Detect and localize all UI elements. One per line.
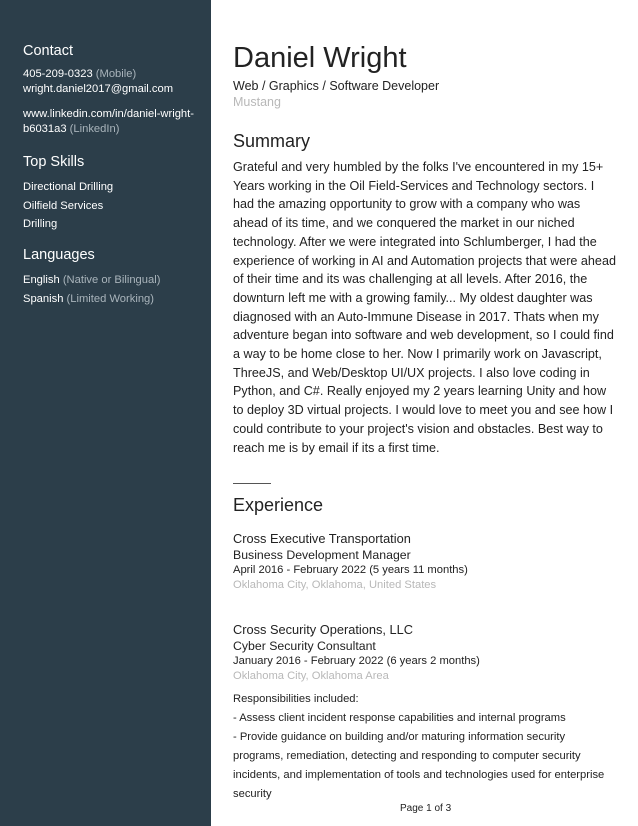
summary-text: Grateful and very humbled by the folks I've encountered in my 15+ Years working in the Oil Field-Services and Technology sectors. I had the amazing opportunity to grow with a company who was ahead of its time, and we conquered the market in our niched technology. After we were integrated into Schlumberger, I had the experience of working in AI and Automation projects that were ahead of their time and its was challenging at all levels. After 2016, the downturn left me with a growing family... My oldest daughter was diagnosed with an Auto-Immune Disease in 2017. Thats when my adventure began into software and web development, so I could find a way to be home close to her. Now I primarily work on Javascript, ThreeJS, and Web/Desktop UI/UX projects. I also love coding in Python, and C#. Really enjoyed my 2 years learning Unity and how to deploy 3D virtual projects. I would love to meet you and see how I could contribute to your project's vision and obstacles. Best way to reach me is by email if its a first time. — [233, 160, 616, 455]
linkedin-url-part2: b6031a3 — [23, 123, 67, 135]
skill-item: Drilling — [23, 218, 58, 230]
job-entry — [233, 530, 618, 593]
contact-phone — [23, 67, 203, 82]
linkedin-url-part2-row — [23, 122, 203, 137]
job-company: Cross Executive Transportation — [233, 531, 411, 546]
language-item — [23, 290, 203, 309]
responsibility-line: - Provide guidance on building and/or maturing information security programs, remediation, detecting and responding to computer security incidents, and implementation of tools and technologies used for enterprise security — [233, 731, 605, 800]
job-title: Business Development Manager — [233, 548, 411, 562]
responsibility-line: Responsibilities included: — [233, 693, 359, 705]
linkedin-url-part1: www.linkedin.com/in/daniel-wright- — [23, 108, 194, 120]
languages-section — [23, 247, 203, 308]
linkedin-type: (LinkedIn) — [69, 123, 120, 135]
section-divider — [233, 483, 271, 484]
contact-heading: Contact — [23, 43, 73, 59]
contact-email[interactable]: wright.daniel2017@gmail.com — [23, 83, 174, 95]
job-location: Oklahoma City, Oklahoma, United States — [233, 579, 437, 591]
responsibility-line: - Assess client incident response capabilities and internal programs — [233, 712, 566, 724]
job-dates: January 2016 - February 2022 (6 years 2 months) — [233, 655, 480, 667]
phone-type: (Mobile) — [95, 68, 137, 80]
sidebar — [0, 0, 211, 826]
job-dates: April 2016 - February 2022 (5 years 11 months) — [233, 564, 468, 576]
person-name: Daniel Wright — [233, 42, 407, 74]
job-title: Cyber Security Consultant — [233, 639, 376, 653]
language-item — [23, 271, 203, 290]
language-level: (Native or Bilingual) — [62, 274, 161, 286]
summary-heading: Summary — [233, 131, 311, 151]
language-name: Spanish — [23, 292, 64, 305]
job-location: Oklahoma City, Oklahoma Area — [233, 670, 389, 682]
skills-heading: Top Skills — [23, 154, 85, 170]
job-company: Cross Security Operations, LLC — [233, 622, 413, 637]
skills-section — [23, 154, 203, 234]
person-location: Mustang — [233, 95, 281, 109]
skill-item: Oilfield Services — [23, 199, 104, 212]
page-number: Page 1 of 3 — [400, 803, 452, 814]
phone-number: 405-209-0323 — [23, 68, 93, 80]
contact-section — [23, 43, 203, 137]
job-entry — [233, 621, 618, 684]
experience-heading: Experience — [233, 495, 324, 515]
languages-heading: Languages — [23, 247, 95, 263]
language-level: (Limited Working) — [66, 292, 154, 305]
contact-linkedin[interactable] — [23, 107, 203, 137]
person-headline: Web / Graphics / Software Developer — [233, 79, 440, 93]
language-name: English — [23, 274, 60, 286]
skill-item: Directional Drilling — [23, 181, 114, 193]
job-responsibilities — [233, 690, 618, 804]
